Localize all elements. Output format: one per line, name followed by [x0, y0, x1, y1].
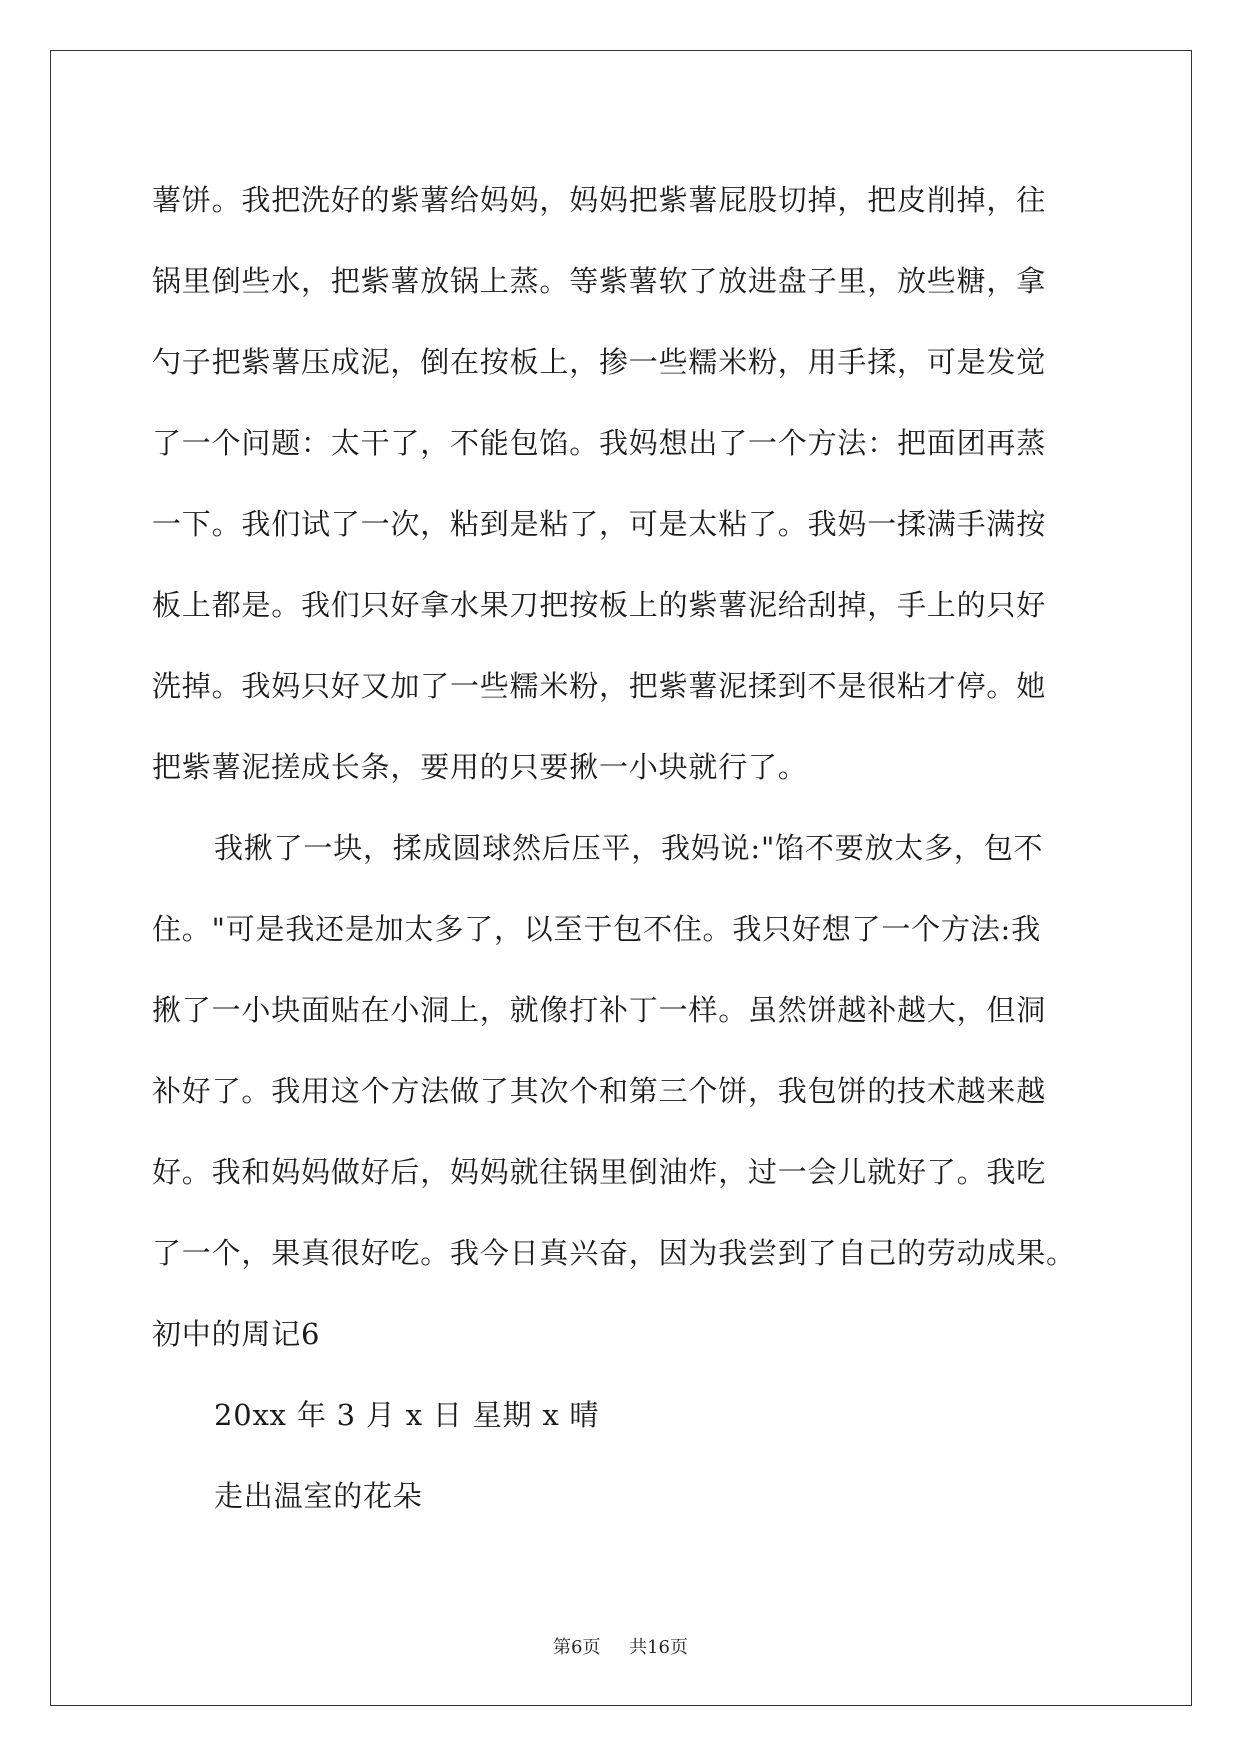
- paragraph-line: 薯饼。我把洗好的紫薯给妈妈，妈妈把紫薯屁股切掉，把皮削掉，往: [152, 183, 1047, 217]
- paragraph-line: 揪了一小块面贴在小洞上，就像打补丁一样。虽然饼越补越大，但洞: [152, 993, 1047, 1027]
- paragraph-line: 我揪了一块，揉成圆球然后压平，我妈说:"馅不要放太多，包不: [214, 831, 1044, 865]
- paragraph-line: 了一个，果真很好吃。我今日真兴奋，因为我尝到了自己的劳动成果。: [152, 1236, 1076, 1270]
- page-number: 第6页: [553, 1637, 601, 1658]
- page-footer: [0, 1637, 1241, 1659]
- paragraph-line: 了一个问题：太干了，不能包馅。我妈想出了一个方法：把面团再蒸: [152, 426, 1047, 460]
- paragraph-line: 补好了。我用这个方法做了其次个和第三个饼，我包饼的技术越来越: [152, 1074, 1047, 1108]
- paragraph-line: 一下。我们试了一次，粘到是粘了，可是太粘了。我妈一揉满手满按: [152, 507, 1047, 541]
- document-body: [152, 160, 1097, 1537]
- paragraph-line: 锅里倒些水，把紫薯放锅上蒸。等紫薯软了放进盘子里，放些糖，拿: [152, 264, 1047, 298]
- page-total: 共16页: [629, 1637, 688, 1658]
- paragraph-line: 板上都是。我们只好拿水果刀把按板上的紫薯泥给刮掉，手上的只好: [152, 588, 1047, 622]
- paragraph-line: 洗掉。我妈只好又加了一些糯米粉，把紫薯泥揉到不是很粘才停。她: [152, 669, 1047, 703]
- diary-date-line: 20xx 年 3 月 x 日 星期 x 晴: [214, 1398, 600, 1432]
- diary-title: 走出温室的花朵: [214, 1479, 423, 1513]
- paragraph-line: 好。我和妈妈做好后，妈妈就往锅里倒油炸，过一会儿就好了。我吃: [152, 1155, 1047, 1189]
- section-heading: 初中的周记6: [152, 1317, 321, 1351]
- paragraph-line: 住。"可是我还是加太多了，以至于包不住。我只好想了一个方法:我: [152, 912, 1041, 946]
- paragraph-line: 把紫薯泥搓成长条，要用的只要揪一小块就行了。: [152, 750, 808, 784]
- paragraph-line: 勺子把紫薯压成泥，倒在按板上，掺一些糯米粉，用手揉，可是发觉: [152, 345, 1047, 379]
